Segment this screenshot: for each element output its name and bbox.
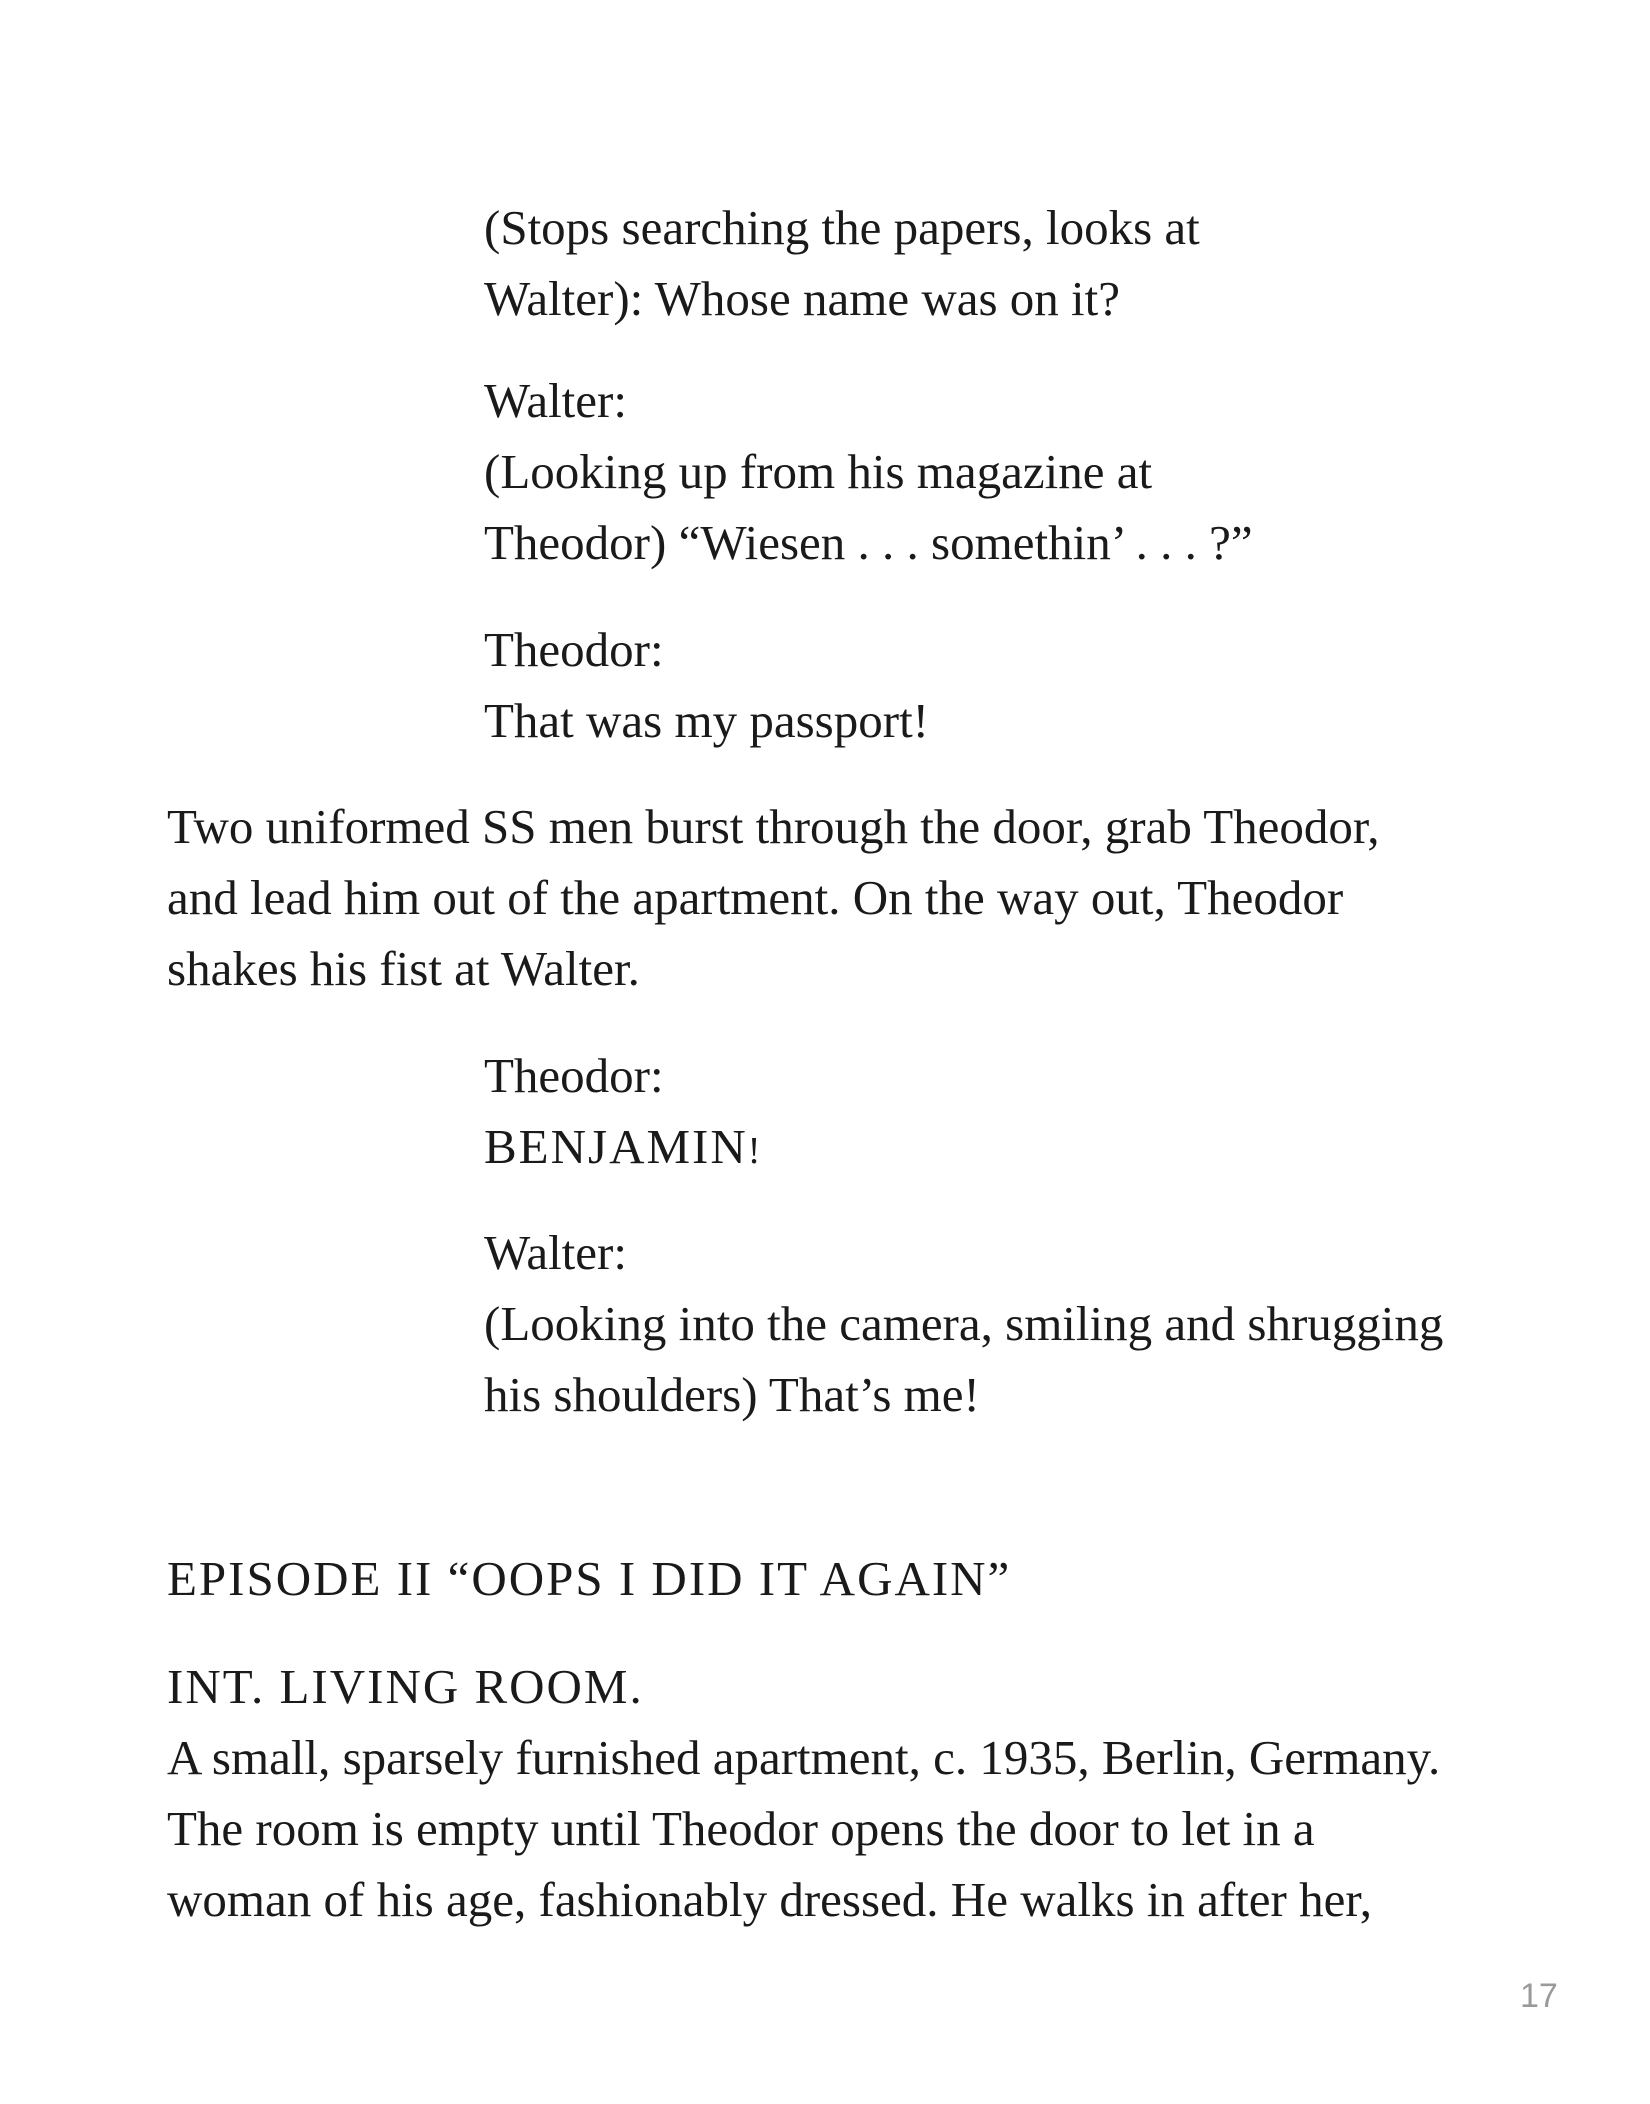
dialog-block-5 bbox=[484, 1217, 1443, 1430]
scene-line: woman of his age, fashionably dressed. He walks in after her, bbox=[167, 1872, 1372, 1927]
speaker-name: Walter: bbox=[484, 373, 627, 428]
action-line: Two uniformed SS men burst through the door, grab Theodor, bbox=[167, 799, 1380, 854]
action-block-1 bbox=[167, 791, 1380, 1004]
page-number: 17 bbox=[1520, 1977, 1558, 2015]
dialog-line: Walter): Whose name was on it? bbox=[484, 271, 1121, 326]
speaker-name: Theodor: bbox=[484, 622, 664, 677]
dialog-line: (Looking into the camera, smiling and shrugging bbox=[484, 1296, 1444, 1351]
scene-block bbox=[167, 1651, 1440, 1935]
dialog-line: Theodor) “Wiesen . . . somethin’ . . . ?” bbox=[484, 515, 1253, 570]
dialog-line: his shoulders) That’s me! bbox=[484, 1367, 980, 1422]
scene-line: The room is empty until Theodor opens the door to let in a bbox=[167, 1801, 1315, 1856]
action-line: and lead him out of the apartment. On the way out, Theodor bbox=[167, 870, 1344, 925]
dialog-block-3 bbox=[484, 614, 929, 756]
dialog-line: (Stops searching the papers, looks at bbox=[484, 200, 1200, 255]
action-line: shakes his fist at Walter. bbox=[167, 941, 640, 996]
scene-heading: INT. LIVING ROOM. bbox=[167, 1659, 644, 1714]
speaker-name: Walter: bbox=[484, 1225, 627, 1280]
episode-heading: EPISODE II “OOPS I DID IT AGAIN” bbox=[167, 1551, 1012, 1606]
exclamation: ! bbox=[747, 1130, 761, 1172]
dialog-line bbox=[484, 1111, 760, 1187]
scene-line: A small, sparsely furnished apartment, c. 1935, Berlin, Germany. bbox=[167, 1730, 1441, 1785]
dialog-line: (Looking up from his magazine at bbox=[484, 444, 1153, 499]
dialog-block-1 bbox=[484, 192, 1200, 334]
speaker-name: Theodor: bbox=[484, 1048, 664, 1103]
shouted-name: BENJAMIN bbox=[484, 1119, 748, 1174]
dialog-line: That was my passport! bbox=[484, 693, 929, 748]
dialog-block-2 bbox=[484, 365, 1253, 578]
dialog-block-4 bbox=[484, 1040, 760, 1187]
